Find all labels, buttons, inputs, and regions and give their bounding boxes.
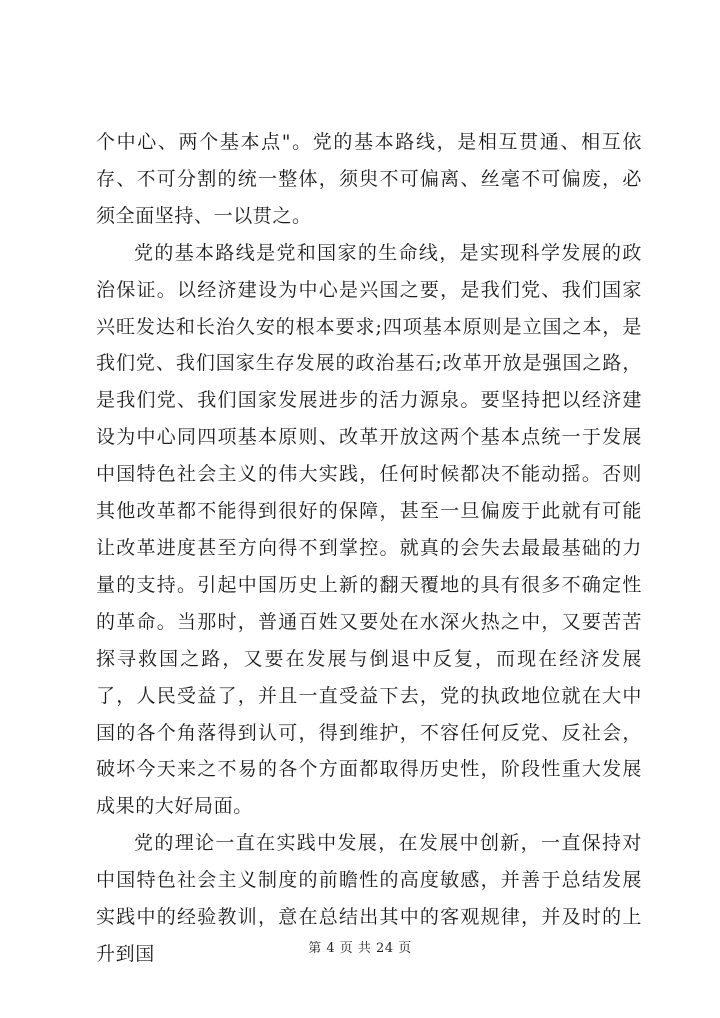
- body-text: [96, 124, 642, 973]
- page-number-footer: 第 4 页 共 24 页: [308, 941, 412, 956]
- paragraph-3: 党的理论一直在实践中发展，在发展中创新，一直保持对中国特色社会主义制度的前瞻性的高度敏感，并善于总结发展实践中的经验教训，意在总结出其中的客观规律，并及时的上升到国: [96, 832, 642, 965]
- paragraph-2: 党的基本路线是党和国家的生命线，是实现科学发展的政治保证。以经济建设为中心是兴国之要，是我们党、我们国家兴旺发达和长治久安的根本要求;四项基本原则是立国之本，是我们党、我们国家生存发展的政治基石;改革开放是强国之路，是我们党、我们国家发展进步的活力源泉。要坚持把以经济建设为中心同四项基本原则、改革开放这两个基本点统一于发展中国特色社会主义的伟大实践，任何时候都决不能动摇。否则其他改革都不能得到很好的保障，甚至一旦偏废于此就有可能让改革进度甚至方向得不到掌控。就真的会失去最最基础的力量的支持。引起中国历史上新的翻天覆地的具有很多不确定性的革命。当那时，普通百姓又要处在水深火热之中，又要苦苦探寻救国之路，又要在发展与倒退中反复，而现在经济发展了，人民受益了，并且一直受益下去，党的执政地位就在大中国的各个角落得到认可，得到维护，不容任何反党、反社会，破坏今天来之不易的各个方面都取得历史性，阶段性重大发展成果的大好局面。: [96, 241, 642, 818]
- paragraph-1: 个中心、两个基本点"。党的基本路线，是相互贯通、相互依存、不可分割的统一整体，须臾不可偏离、丝毫不可偏废，必须全面坚持、一以贯之。: [96, 131, 642, 227]
